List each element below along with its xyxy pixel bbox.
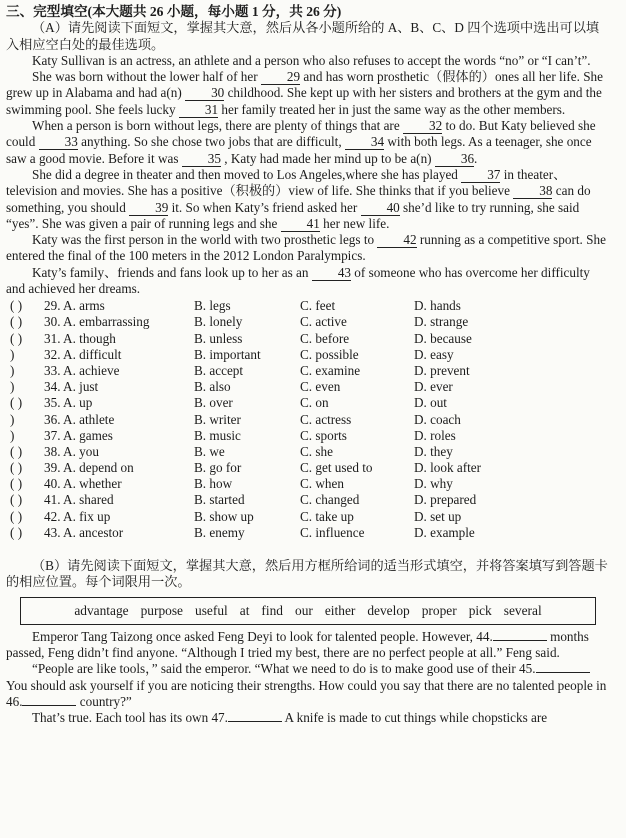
passage-text: . [474, 150, 478, 166]
option-b[interactable]: B. enemy [194, 524, 245, 540]
word-box-word: either [324, 602, 356, 618]
part-b-instruction: （B）请先阅读下面短文，掌握其大意，然后用方框所给词的适当形式填空，并将答案填写到答题卡的相应位置。每个词限用一次。 [6, 558, 608, 590]
option-b[interactable]: B. accept [194, 362, 244, 378]
passage-text: Katy Sullivan is an actress, an athlete and a person who also refuses to accept the words “no” or “I can’t”. [32, 52, 591, 68]
answer-blank[interactable]: 30 [185, 86, 224, 101]
option-a[interactable]: 36. A. athlete [44, 411, 115, 427]
option-c[interactable]: C. even [300, 379, 341, 395]
option-row [6, 428, 610, 444]
option-d[interactable]: D. why [414, 476, 453, 492]
option-d[interactable]: D. example [414, 524, 475, 540]
passage-text: in theater、television and movies. She has a positive（积极的）view of life. She thinks that if you believe [6, 166, 567, 199]
part-b-passage [6, 629, 610, 727]
option-row [6, 460, 610, 476]
option-a[interactable]: 38. A. you [44, 443, 99, 459]
answer-blank[interactable]: 42 [377, 233, 416, 248]
option-d[interactable]: D. set up [414, 508, 462, 524]
option-c[interactable]: C. feet [300, 298, 336, 314]
passage-text: it. So when Katy’s friend asked her [168, 199, 361, 215]
option-d[interactable]: D. because [414, 330, 472, 346]
passage-text: her family treated her in just the same way as the other members. [218, 101, 566, 117]
option-c[interactable]: C. changed [300, 492, 360, 508]
answer-bracket[interactable]: ) [10, 411, 15, 427]
option-c[interactable]: C. on [300, 395, 329, 411]
passage-text: Katy was the first person in the world with two prosthetic legs to [32, 232, 378, 248]
option-a[interactable]: 43. A. ancestor [44, 524, 124, 540]
word-box-word: useful [195, 602, 228, 618]
passage-text: childhood. She kept up with her sisters and brothers at the gym and the swimming pool. She feels lucky [6, 85, 602, 117]
option-a[interactable]: 33. A. achieve [44, 362, 120, 378]
option-a[interactable]: 32. A. difficult [44, 346, 122, 362]
option-c[interactable]: C. take up [300, 508, 354, 524]
option-row [6, 347, 610, 363]
option-row [6, 509, 610, 525]
section-title: 三、完型填空(本大题共 26 小题，每小题 1 分，共 26 分) [6, 4, 342, 19]
answer-bracket[interactable]: ( ) [10, 524, 23, 540]
passage-text: Emperor Tang Taizong once asked Feng Deyi to look for talented people. However, 44. [32, 628, 493, 644]
passage-text: anything. So she chose two jobs that are difficult, [77, 134, 345, 150]
option-c[interactable]: C. actress [300, 411, 352, 427]
passage-text: You should ask yourself if you are noticing their strengths. How could you say that there are no talented people in 46. [6, 677, 607, 709]
answer-bracket[interactable]: ( ) [10, 492, 23, 508]
passage-text: her new life. [319, 215, 390, 231]
passage-text: “People are like tools，” said the emperor. “What we need to do is to make good use of their 45. [32, 661, 536, 677]
answer-blank[interactable]: 29 [261, 70, 300, 85]
passage-text: A knife is made to cut things while chopsticks are [281, 710, 548, 726]
part-a-instruction: （A）请先阅读下面短文，掌握其大意，然后从各小题所给的 A、B、C、D 四个选项中选出可以填入相应空白处的最佳选项。 [6, 20, 600, 52]
option-d[interactable]: D. roles [414, 427, 456, 443]
passage-text: she’d like to try running, she said “yes”. She was given a pair of running legs and she [6, 199, 580, 231]
passage-text: and has worn prosthetic（假体的）ones all her life. She grew up in Alabama and had a(n) [6, 69, 603, 101]
option-row [6, 315, 610, 331]
word-box-word: our [295, 602, 313, 618]
word-box-word: proper [421, 602, 457, 618]
option-d[interactable]: D. out [414, 395, 447, 411]
answer-bracket[interactable]: ( ) [10, 460, 23, 476]
option-c[interactable]: C. before [300, 330, 350, 346]
part-a-passage [6, 53, 610, 297]
option-c[interactable]: C. active [300, 314, 347, 330]
part-a-paragraph [6, 265, 610, 298]
option-d[interactable]: D. coach [414, 411, 461, 427]
passage-text: with both legs. As a teenager, she once saw a good movie. Before it was [6, 134, 592, 166]
option-a[interactable]: 37. A. games [44, 427, 113, 443]
part-a-paragraph [6, 232, 610, 265]
option-row [6, 363, 610, 379]
option-c[interactable]: C. she [300, 443, 333, 459]
option-c[interactable]: C. possible [300, 346, 359, 362]
word-box-word: find [261, 602, 283, 618]
part-a-paragraph [6, 167, 610, 232]
exam-page [6, 4, 610, 727]
part-b-paragraph [6, 710, 610, 726]
option-d[interactable]: D. prepared [414, 492, 477, 508]
passage-text: When a person is born without legs, there are plenty of things that are [32, 118, 403, 134]
passage-text: She was born without the lower half of her [32, 69, 261, 85]
option-b[interactable]: B. legs [194, 298, 231, 314]
option-a[interactable]: 35. A. up [44, 395, 93, 411]
option-a[interactable]: 29. A. arms [44, 298, 105, 314]
answer-blank[interactable]: 36 [435, 152, 474, 167]
passage-text: months passed, Feng didn’t find anyone. “Although I tried my best, there are no perfect people at all.” Feng said. [6, 628, 589, 661]
option-row [6, 476, 610, 492]
option-c[interactable]: C. sports [300, 427, 347, 443]
answer-blank[interactable]: 43 [312, 266, 351, 281]
part-a-options [6, 298, 610, 541]
option-a[interactable]: 31. A. though [44, 330, 116, 346]
option-c[interactable]: C. get used to [300, 460, 373, 476]
option-a[interactable]: 41. A. shared [44, 492, 114, 508]
answer-blank[interactable]: 37 [461, 168, 500, 183]
part-a-paragraph [6, 69, 610, 118]
answer-blank[interactable]: 40 [361, 201, 400, 216]
answer-blank[interactable] [536, 672, 590, 673]
answer-blank[interactable]: 33 [39, 135, 78, 150]
part-a-paragraph [6, 53, 610, 69]
option-c[interactable]: C. examine [300, 362, 361, 378]
option-b[interactable]: B. go for [194, 460, 242, 476]
option-b[interactable]: B. how [194, 476, 233, 492]
answer-blank[interactable]: 32 [403, 119, 442, 134]
word-box-word: develop [367, 602, 410, 618]
part-b-paragraph [6, 629, 610, 662]
word-box-word: purpose [140, 602, 184, 618]
option-row [6, 412, 610, 428]
option-b[interactable]: B. started [194, 492, 245, 508]
answer-blank[interactable]: 34 [345, 135, 384, 150]
answer-blank[interactable]: 35 [182, 152, 221, 167]
answer-bracket[interactable]: ( ) [10, 443, 23, 459]
option-a[interactable]: 40. A. whether [44, 476, 122, 492]
answer-blank[interactable] [22, 705, 76, 706]
option-a[interactable]: 30. A. embarrassing [44, 314, 150, 330]
option-row [6, 525, 610, 541]
word-box-word: several [503, 602, 542, 618]
option-c[interactable]: C. when [300, 476, 344, 492]
option-c[interactable]: C. influence [300, 524, 365, 540]
option-b[interactable]: B. unless [194, 330, 243, 346]
option-b[interactable]: B. music [194, 427, 241, 443]
passage-text: of someone who has overcome her difficulty and achieved her dreams. [6, 264, 590, 297]
answer-bracket[interactable]: ( ) [10, 314, 23, 330]
option-b[interactable]: B. writer [194, 411, 241, 427]
passage-text: can do something, you should [6, 183, 591, 215]
passage-text: That’s true. Each tool has its own 47. [32, 710, 228, 726]
option-d[interactable]: D. hands [414, 298, 461, 314]
part-a-paragraph [6, 118, 610, 167]
option-d[interactable]: D. they [414, 443, 453, 459]
passage-text: , Katy had made her mind up to be a(n) [220, 150, 435, 166]
answer-bracket[interactable]: ( ) [10, 508, 23, 524]
option-a[interactable]: 42. A. fix up [44, 508, 111, 524]
answer-bracket[interactable]: ( ) [10, 395, 23, 411]
option-row [6, 379, 610, 395]
option-row [6, 444, 610, 460]
answer-blank[interactable]: 38 [513, 184, 552, 199]
option-a[interactable]: 34. A. just [44, 379, 99, 395]
option-b[interactable]: B. show up [194, 508, 254, 524]
option-b[interactable]: B. lonely [194, 314, 243, 330]
answer-bracket[interactable]: ( ) [10, 330, 23, 346]
answer-blank[interactable]: 41 [281, 217, 320, 232]
answer-blank[interactable] [493, 640, 547, 641]
option-row [6, 298, 610, 314]
answer-bracket[interactable]: ) [10, 427, 15, 443]
option-b[interactable]: B. important [194, 346, 261, 362]
option-b[interactable]: B. over [194, 395, 233, 411]
answer-bracket[interactable]: ) [10, 362, 15, 378]
answer-blank[interactable]: 39 [129, 201, 168, 216]
part-b-paragraph [6, 661, 610, 710]
option-row [6, 395, 610, 411]
answer-blank[interactable]: 31 [179, 103, 218, 118]
option-a[interactable]: 39. A. depend on [44, 460, 134, 476]
option-d[interactable]: D. ever [414, 379, 453, 395]
word-box-word: pick [468, 602, 492, 618]
passage-text: Katy’s family、friends and fans look up to her as an [32, 264, 312, 280]
option-row [6, 331, 610, 347]
option-row [6, 493, 610, 509]
answer-bracket[interactable]: ) [10, 346, 15, 362]
word-box-word: advantage [74, 602, 129, 618]
passage-text: running as a competitive sport. She entered the final of the 100 meters in the 2012 London Paralympics. [6, 232, 606, 264]
word-box-word: at [239, 602, 250, 618]
option-d[interactable]: D. look after [414, 460, 482, 476]
answer-blank[interactable] [228, 721, 282, 722]
option-d[interactable]: D. strange [414, 314, 469, 330]
option-d[interactable]: D. prevent [414, 362, 470, 378]
answer-bracket[interactable]: ( ) [10, 298, 23, 314]
passage-text: She did a degree in theater and then moved to Los Angeles,where she has played [32, 166, 462, 182]
passage-text: to do. But Katy believed she could [6, 118, 596, 150]
answer-bracket[interactable]: ( ) [10, 476, 23, 492]
answer-bracket[interactable]: ) [10, 379, 15, 395]
option-b[interactable]: B. we [194, 443, 225, 459]
option-b[interactable]: B. also [194, 379, 231, 395]
option-d[interactable]: D. easy [414, 346, 454, 362]
word-box [20, 597, 596, 625]
passage-text: country?” [76, 693, 132, 709]
